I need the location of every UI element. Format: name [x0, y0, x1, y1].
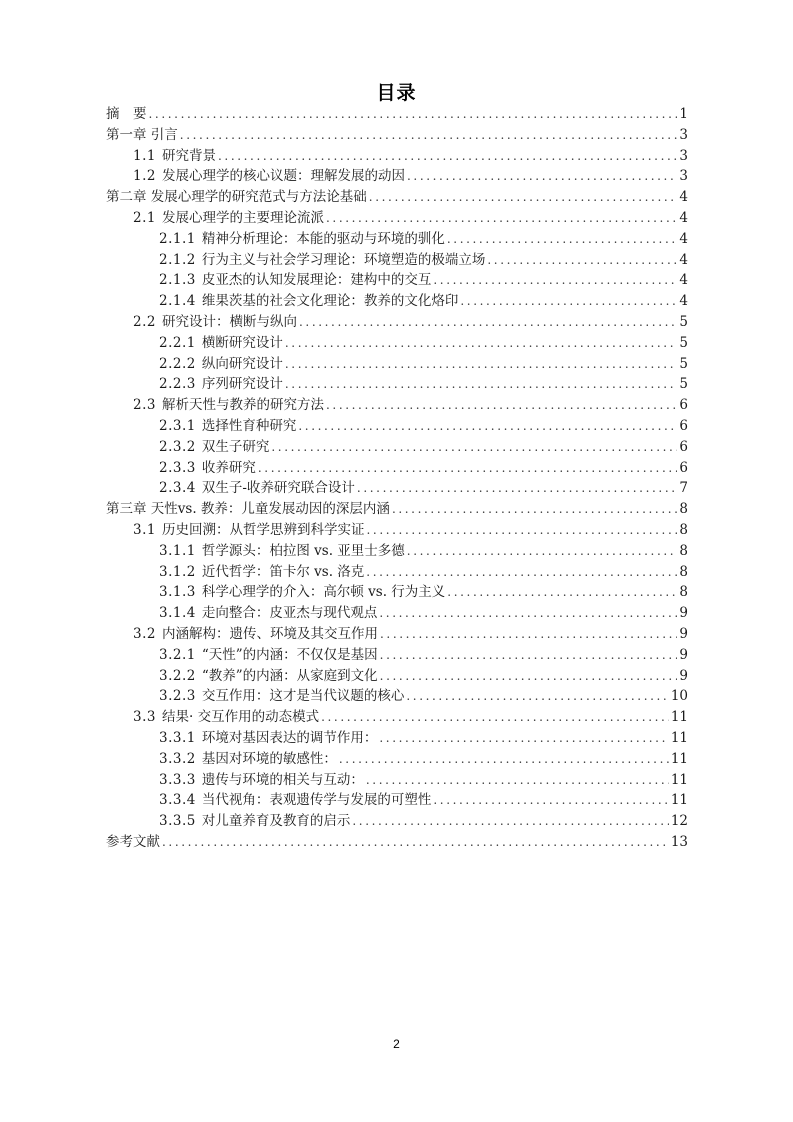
toc-entry-label: 收养研究	[201, 459, 256, 476]
toc-entry-2-3-4[interactable]	[106, 478, 688, 499]
toc-entry-label: 遗传与环境的相关与互动：	[201, 771, 364, 788]
toc-entry-number: 3.1	[133, 521, 156, 538]
toc-entry-2-3-2[interactable]	[106, 437, 688, 458]
toc-entry-page: 3	[679, 168, 688, 185]
toc-entry-3-3-5[interactable]	[106, 811, 688, 832]
toc-entry-3-3-3[interactable]	[106, 770, 688, 791]
toc-entry-page: 11	[670, 792, 688, 809]
toc-entry-3-3-1[interactable]	[106, 728, 688, 749]
toc-entry-page: 9	[679, 625, 688, 642]
toc-entry-page: 8	[679, 542, 688, 559]
toc-entry-page: 6	[679, 397, 688, 414]
toc-entry-number: 1.1	[133, 147, 156, 164]
toc-entry-label: 走向整合：皮亚杰与现代观点	[201, 605, 378, 622]
toc-dot-leader	[321, 707, 669, 728]
toc-entry-3-2-1[interactable]	[106, 645, 688, 666]
toc-entry-label: “天性”的内涵：不仅仅是基因	[201, 646, 378, 663]
toc-dot-leader	[406, 686, 668, 707]
toc-dot-leader	[366, 520, 677, 541]
toc-dot-leader	[369, 187, 678, 208]
toc-entry-2-1-1[interactable]	[106, 229, 688, 250]
toc-entry-label: 第三章 天性vs. 教养：儿童发展动因的深层内涵	[106, 501, 390, 518]
toc-entry-3-1[interactable]	[106, 520, 688, 541]
toc-dot-leader	[285, 333, 678, 354]
toc-entry-number: 3.3	[133, 709, 156, 726]
toc-entry-page: 4	[679, 230, 688, 247]
toc-dot-leader	[447, 582, 677, 603]
toc-entry-number: 3.2	[133, 625, 156, 642]
toc-entry-3-3[interactable]	[106, 707, 688, 728]
toc-entry-number: 1.2	[133, 168, 156, 185]
toc-entry-label: 横断研究设计	[201, 334, 283, 351]
toc-entry-page: 5	[679, 313, 688, 330]
toc-entry-label: 双生子研究	[201, 438, 270, 455]
toc-dot-leader	[326, 208, 677, 229]
toc-entry-3-1-3[interactable]	[106, 582, 688, 603]
toc-entry-page: 7	[679, 480, 688, 497]
toc-entry-2-2-1[interactable]	[106, 333, 688, 354]
toc-entry-number: 3.1.1	[159, 542, 196, 559]
toc-dot-leader	[357, 478, 677, 499]
toc-entry-page: 5	[679, 334, 688, 351]
toc-entry-number: 3.2.3	[159, 688, 196, 705]
toc-entry-label: 结果· 交互作用的动态模式	[161, 709, 320, 726]
toc-entry-label: 研究背景	[161, 147, 216, 164]
toc-entry-2-2-2[interactable]	[106, 354, 688, 375]
toc-entry-label: 哲学源头：柏拉图 vs. 亚里士多德	[201, 542, 405, 559]
toc-entry-label: 发展心理学的核心议题：理解发展的动因	[161, 168, 405, 185]
toc-dot-leader	[487, 250, 677, 271]
toc-entry-page: 9	[679, 646, 688, 663]
toc-dot-leader	[392, 499, 677, 520]
toc-entry-2-3-3[interactable]	[106, 458, 688, 479]
toc-dot-leader	[352, 811, 668, 832]
toc-entry-label: 参考文献	[106, 833, 160, 850]
toc-entry-level1-19[interactable]	[106, 499, 688, 520]
toc-entry-page: 11	[670, 729, 688, 746]
toc-entry-page: 12	[670, 813, 688, 830]
toc-entry-3-3-4[interactable]	[106, 790, 688, 811]
toc-entry-page: 4	[679, 251, 688, 268]
toc-dot-leader	[339, 749, 669, 770]
toc-entry-level1-35[interactable]	[106, 832, 688, 853]
toc-dot-leader	[285, 354, 678, 375]
toc-entry-page: 8	[679, 521, 688, 538]
toc-entry-number: 3.3.5	[159, 813, 196, 830]
toc-dot-leader	[407, 166, 677, 187]
toc-entry-label: 当代视角：表观遗传学与发展的可塑性	[201, 792, 432, 809]
toc-dot-leader	[407, 541, 678, 562]
toc-entry-number: 2.2	[133, 313, 156, 330]
toc-entry-page: 11	[670, 750, 688, 767]
toc-dot-leader	[366, 562, 677, 583]
toc-entry-number: 3.1.3	[159, 584, 196, 601]
toc-entry-page: 9	[679, 667, 688, 684]
toc-dot-leader	[285, 374, 678, 395]
toc-entry-2-1[interactable]	[106, 208, 688, 229]
toc-entry-number: 2.1	[133, 209, 156, 226]
toc-entry-label: 历史回溯：从哲学思辨到科学实证	[161, 521, 365, 538]
toc-entry-2-1-2[interactable]	[106, 250, 688, 271]
toc-entry-2-3[interactable]	[106, 395, 688, 416]
toc-entry-level1-0[interactable]	[106, 104, 688, 125]
toc-entry-page: 3	[679, 147, 688, 164]
table-of-contents	[106, 104, 688, 853]
toc-entry-label: 研究设计：横断与纵向	[161, 313, 297, 330]
toc-entry-2-2-3[interactable]	[106, 374, 688, 395]
toc-entry-number: 3.3.3	[159, 771, 196, 788]
toc-entry-label: 内涵解构：遗传、环境及其交互作用	[161, 625, 378, 642]
toc-dot-leader	[326, 395, 677, 416]
toc-entry-number: 2.2.2	[159, 355, 196, 372]
toc-entry-number: 2.3.4	[159, 480, 196, 497]
toc-entry-level1-1[interactable]	[106, 125, 688, 146]
toc-entry-1-1[interactable]	[106, 146, 688, 167]
toc-entry-label: 精神分析理论：本能的驱动与环境的驯化	[201, 230, 445, 247]
toc-entry-page: 8	[679, 563, 688, 580]
toc-entry-number: 3.2.2	[159, 667, 196, 684]
toc-entry-label: 摘 要	[106, 106, 147, 122]
toc-entry-label: 交互作用：这才是当代议题的核心	[201, 688, 405, 705]
toc-entry-number: 3.2.1	[159, 646, 196, 663]
toc-dot-leader	[380, 624, 677, 645]
toc-entry-label: “教养”的内涵：从家庭到文化	[201, 667, 378, 684]
toc-entry-number: 2.1.1	[159, 230, 196, 247]
toc-entry-2-1-3[interactable]	[106, 270, 688, 291]
toc-entry-page: 5	[679, 376, 688, 393]
toc-entry-label: 发展心理学的主要理论流派	[161, 209, 324, 226]
toc-entry-label: 纵向研究设计	[201, 355, 283, 372]
toc-entry-label: 维果茨基的社会文化理论：教养的文化烙印	[201, 293, 459, 310]
toc-entry-number: 2.1.2	[159, 251, 196, 268]
toc-entry-number: 3.1.2	[159, 563, 196, 580]
toc-entry-page: 3	[679, 126, 688, 143]
toc-entry-number: 2.1.3	[159, 272, 196, 289]
toc-entry-label: 序列研究设计	[201, 376, 283, 393]
toc-entry-page: 4	[679, 272, 688, 289]
toc-entry-number: 2.3.2	[159, 438, 196, 455]
toc-entry-number: 2.3.3	[159, 459, 196, 476]
toc-entry-3-2[interactable]	[106, 624, 688, 645]
toc-entry-3-1-4[interactable]	[106, 603, 688, 624]
toc-entry-label: 科学心理学的介入：高尔顿 vs. 行为主义	[201, 584, 446, 601]
toc-entry-label: 行为主义与社会学习理论：环境塑造的极端立场	[201, 251, 486, 268]
toc-entry-number: 2.2.3	[159, 376, 196, 393]
toc-title: 目录	[376, 82, 417, 104]
toc-entry-number: 3.1.4	[159, 605, 196, 622]
toc-entry-page: 11	[670, 771, 688, 788]
toc-entry-page: 6	[679, 417, 688, 434]
toc-entry-page: 6	[679, 438, 688, 455]
toc-entry-page: 5	[679, 355, 688, 372]
toc-entry-label: 解析天性与教养的研究方法	[161, 397, 324, 414]
toc-dot-leader	[298, 416, 677, 437]
toc-entry-page: 8	[679, 501, 688, 518]
toc-entry-3-1-1[interactable]	[106, 541, 688, 562]
toc-dot-leader	[180, 125, 678, 146]
toc-entry-label: 双生子-收养研究联合设计	[201, 480, 355, 497]
toc-entry-level1-4[interactable]	[106, 187, 688, 208]
toc-entry-page: 4	[679, 189, 688, 206]
toc-dot-leader	[258, 458, 678, 479]
toc-entry-2-2[interactable]	[106, 312, 688, 333]
toc-entry-page: 4	[679, 209, 688, 226]
toc-entry-label: 对儿童养育及教育的启示	[201, 813, 351, 830]
toc-entry-number: 2.3	[133, 397, 156, 414]
page-number: 2	[393, 1037, 400, 1051]
toc-entry-3-2-2[interactable]	[106, 666, 688, 687]
toc-dot-leader	[380, 666, 678, 687]
toc-entry-label: 皮亚杰的认知发展理论：建构中的交互	[201, 272, 432, 289]
toc-entry-label: 基因对环境的敏感性：	[201, 750, 337, 767]
toc-entry-3-2-3[interactable]	[106, 686, 688, 707]
toc-entry-number: 2.2.1	[159, 334, 196, 351]
toc-dot-leader	[162, 832, 669, 853]
toc-entry-page: 9	[679, 605, 688, 622]
toc-dot-leader	[379, 728, 668, 749]
toc-entry-2-1-4[interactable]	[106, 291, 688, 312]
toc-dot-leader	[433, 270, 677, 291]
toc-entry-page: 1	[679, 106, 688, 122]
toc-entry-page: 10	[670, 688, 688, 705]
toc-entry-2-3-1[interactable]	[106, 416, 688, 437]
toc-entry-page: 8	[679, 584, 688, 601]
toc-entry-page: 4	[679, 293, 688, 310]
toc-dot-leader	[433, 790, 668, 811]
toc-entry-page: 11	[670, 709, 688, 726]
toc-dot-leader	[218, 146, 677, 167]
toc-entry-label: 第二章 发展心理学的研究范式与方法论基础	[106, 189, 367, 206]
toc-entry-number: 3.3.4	[159, 792, 196, 809]
toc-entry-1-2[interactable]	[106, 166, 688, 187]
toc-dot-leader	[460, 291, 677, 312]
toc-dot-leader	[447, 229, 678, 250]
toc-entry-number: 3.3.1	[159, 729, 196, 746]
toc-entry-3-1-2[interactable]	[106, 562, 688, 583]
toc-entry-label: 近代哲学：笛卡尔 vs. 洛克	[201, 563, 365, 580]
toc-entry-number: 2.1.4	[159, 293, 196, 310]
toc-entry-number: 3.3.2	[159, 750, 196, 767]
toc-dot-leader	[271, 437, 677, 458]
toc-entry-label: 环境对基因表达的调节作用：	[201, 729, 378, 746]
toc-dot-leader	[149, 104, 678, 125]
toc-dot-leader	[366, 770, 669, 791]
toc-dot-leader	[380, 645, 678, 666]
toc-entry-number: 2.3.1	[159, 417, 196, 434]
toc-dot-leader	[299, 312, 677, 333]
toc-entry-3-3-2[interactable]	[106, 749, 688, 770]
toc-entry-page: 6	[679, 459, 688, 476]
toc-entry-label: 第一章 引言	[106, 126, 178, 143]
toc-entry-page: 13	[670, 833, 688, 850]
toc-dot-leader	[379, 603, 677, 624]
toc-entry-label: 选择性育种研究	[201, 417, 297, 434]
